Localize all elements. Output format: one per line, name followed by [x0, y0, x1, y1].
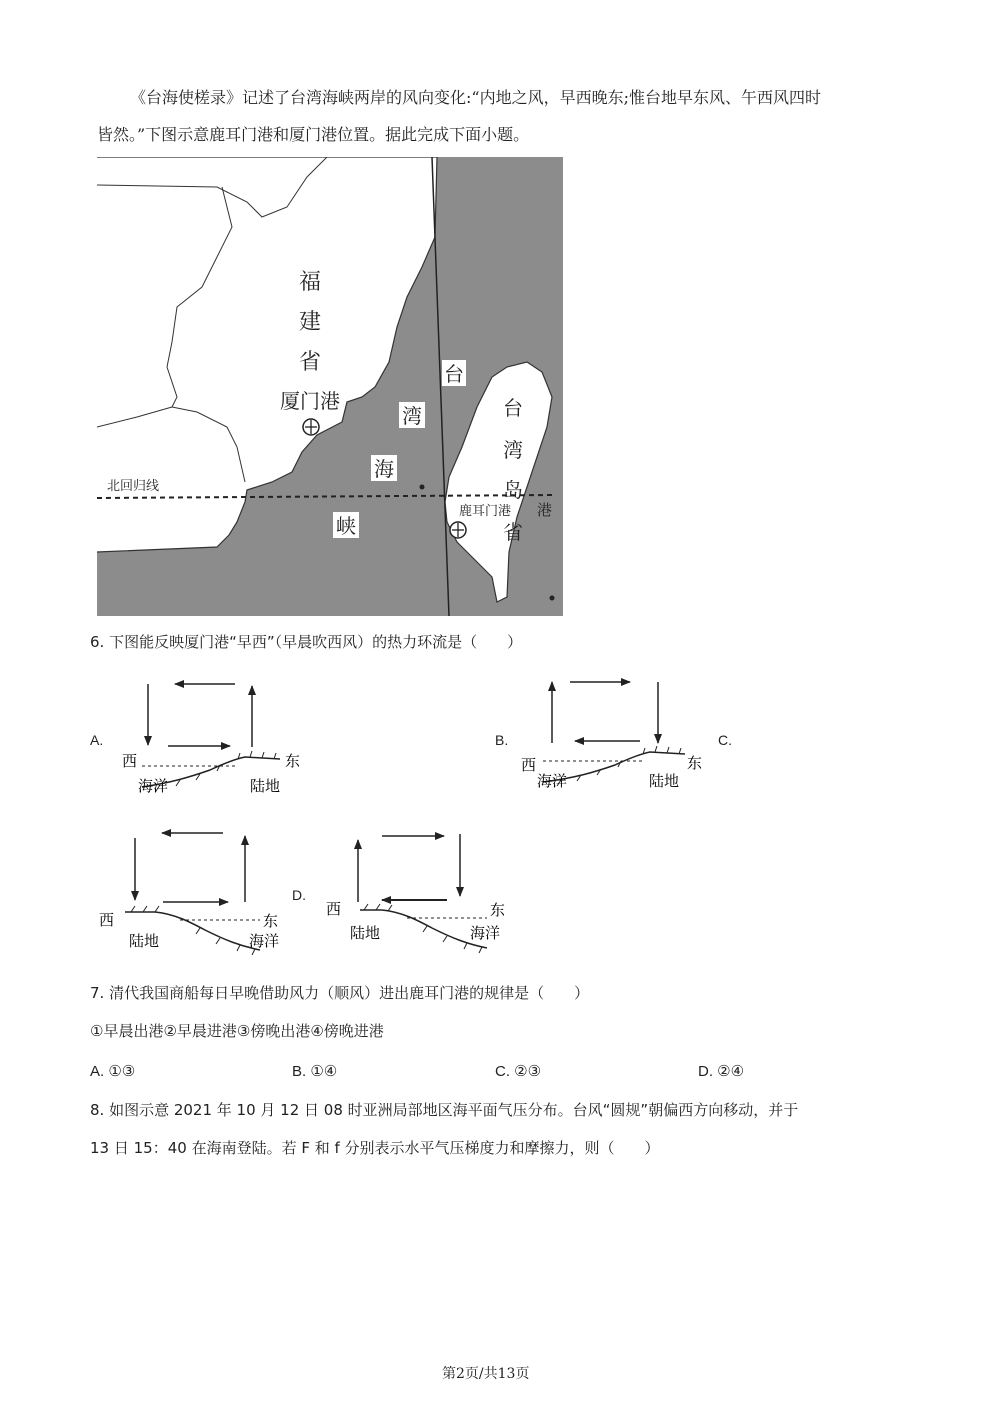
taiwan-char-3: 岛 [503, 478, 523, 502]
page-number: 第2页/共13页 [442, 1366, 530, 1382]
intro-line-2: 皆然。”下图示意鹿耳门港和厦门港位置。据此完成下面小题。 [97, 125, 530, 144]
q8-line-2: 13 日 15：40 在海南登陆。若 F 和 f 分别表示水平气压梯度力和摩擦力，则（ ） [90, 1139, 660, 1157]
strait-char-2: 湾 [402, 404, 422, 428]
q6-stem: 6. 下图能反映厦门港“早西”（早晨吹西风）的热力环流是（ ） [90, 633, 523, 651]
q6-label-d[interactable]: D. [292, 887, 306, 903]
q8-line-1: 8. 如图示意 2021 年 10 月 12 日 08 时亚洲局部地区海平面气压分布。台风“圆规”朝偏西方向移动，并于 [90, 1101, 799, 1119]
taiwan-char-4: 省 [503, 520, 523, 544]
fujian-char-3: 省 [298, 350, 322, 375]
svg-text:西: 西 [99, 911, 115, 929]
svg-text:陆地: 陆地 [649, 772, 680, 790]
strait-char-4: 峡 [336, 514, 356, 538]
luermen-label: 鹿耳门港 [459, 504, 512, 519]
svg-text:海洋: 海洋 [537, 772, 568, 790]
svg-text:海洋: 海洋 [249, 932, 280, 950]
q7-option-a[interactable]: A. ①③ [90, 1063, 136, 1080]
svg-text:东: 东 [490, 901, 506, 919]
svg-text:东: 东 [263, 912, 279, 930]
svg-text:陆地: 陆地 [129, 932, 160, 950]
taiwan-char-1: 台 [503, 396, 523, 420]
svg-text:海洋: 海洋 [470, 924, 501, 942]
svg-text:西: 西 [326, 900, 342, 918]
fujian-char-2: 建 [298, 310, 322, 335]
svg-text:西: 西 [521, 756, 537, 774]
diagram-c [95, 822, 305, 957]
intro-line-1: 《台海使槎录》记述了台湾海峡两岸的风向变化:“内地之风，早西晚东;惟台地早东风、午西风四时 [130, 88, 821, 107]
q7-option-c[interactable]: C. ②③ [495, 1063, 542, 1080]
q7-items: ①早晨出港②早晨进港③傍晚出港④傍晚进港 [90, 1022, 384, 1040]
svg-text:东: 东 [687, 754, 703, 772]
q7-option-d[interactable]: D. ②④ [698, 1063, 745, 1080]
svg-text:海洋: 海洋 [138, 777, 169, 795]
q6-label-a[interactable]: A. [90, 732, 104, 748]
svg-text:陆地: 陆地 [350, 924, 381, 942]
strait-char-1: 台 [444, 362, 464, 386]
fujian-char-1: 福 [298, 270, 322, 295]
strait-map [97, 157, 563, 616]
tropic-label: 北回归线 [107, 479, 160, 494]
svg-text:东: 东 [285, 752, 301, 770]
svg-text:陆地: 陆地 [250, 777, 281, 795]
q7-option-b[interactable]: B. ①④ [292, 1063, 338, 1080]
port-char: 港 [537, 501, 553, 519]
q6-label-c[interactable]: C. [718, 732, 732, 748]
diagram-d [322, 822, 532, 957]
taiwan-char-2: 湾 [503, 438, 523, 462]
diagram-b [515, 668, 725, 798]
strait-char-3: 海 [374, 457, 394, 481]
svg-text:西: 西 [122, 752, 138, 770]
diagram-a [110, 675, 320, 805]
q7-stem: 7. 清代我国商船每日早晚借助风力（顺风）进出鹿耳门港的规律是（ ） [90, 984, 590, 1002]
xiamen-label: 厦门港 [280, 389, 340, 413]
q6-label-b[interactable]: B. [495, 732, 509, 748]
